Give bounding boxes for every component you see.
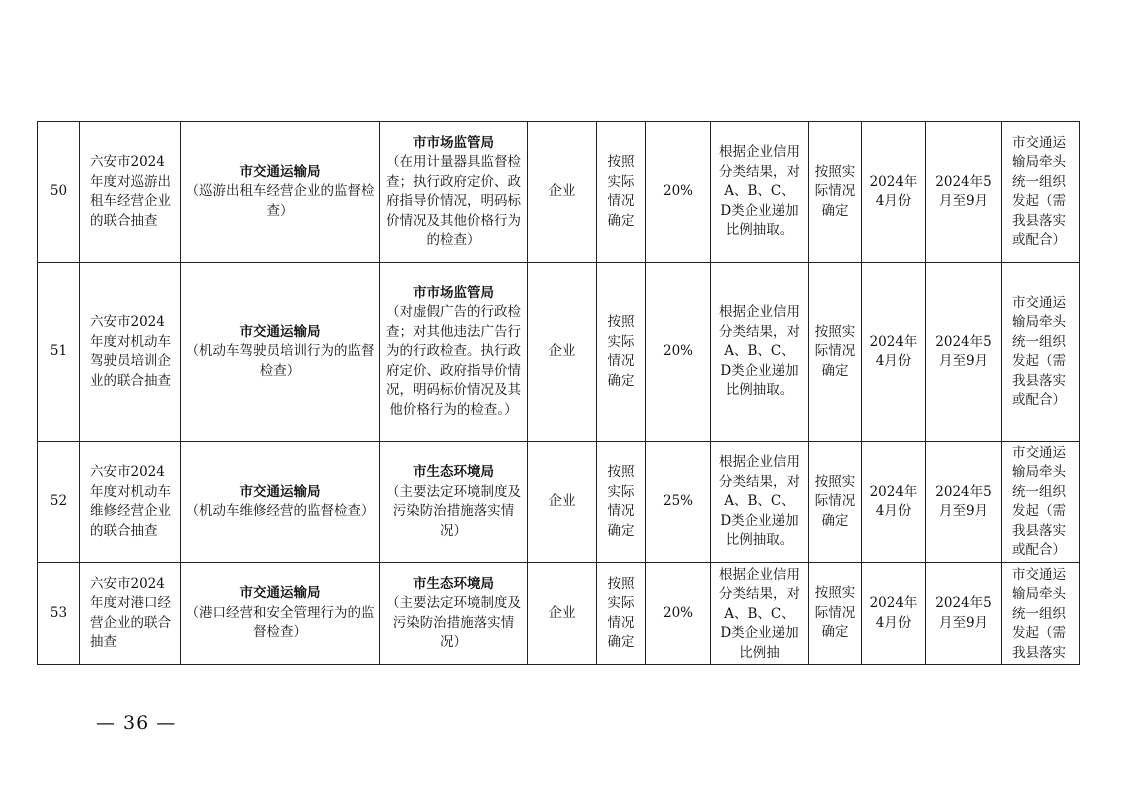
sampling-method-cell bbox=[711, 122, 809, 263]
initiator: 市交通运输局牵头统一组织发起（需我县落实或配合） bbox=[1012, 134, 1066, 248]
start-time: 2024年4月份 bbox=[869, 333, 918, 369]
cooperating-department-cell bbox=[380, 122, 528, 263]
table-body bbox=[38, 122, 1080, 665]
completion-period: 2024年5月至9月 bbox=[935, 483, 992, 519]
completion-period-cell bbox=[926, 263, 1002, 442]
inspection-object: 企业 bbox=[548, 493, 576, 510]
inspection-times-cell bbox=[809, 442, 862, 563]
cooperating-department-cell bbox=[380, 442, 528, 563]
sampling-method-cell bbox=[711, 563, 809, 665]
lead-dept-name: 市交通运输局 bbox=[239, 163, 321, 180]
table-row bbox=[38, 263, 1080, 442]
sample-ratio: 20% bbox=[662, 343, 693, 360]
sampling-method: 根据企业信用分类结果，对A、B、C、D类企业递加比例抽取。 bbox=[719, 454, 800, 549]
lead-dept-name: 市交通运输局 bbox=[239, 483, 321, 500]
row-number: 50 bbox=[49, 183, 68, 200]
row-number: 53 bbox=[49, 604, 68, 621]
lead-dept-scope: （巡游出租车经营企业的监督检查） bbox=[185, 183, 375, 219]
sample-count-cell bbox=[597, 442, 646, 563]
row-number: 52 bbox=[49, 493, 68, 510]
sample-ratio-cell bbox=[646, 442, 711, 563]
sample-ratio-cell bbox=[646, 122, 711, 263]
lead-department-cell bbox=[181, 442, 380, 563]
start-time: 2024年4月份 bbox=[869, 173, 918, 209]
start-time: 2024年4月份 bbox=[869, 595, 918, 631]
task-name-cell bbox=[80, 563, 181, 665]
inspection-times: 按照实际情况确定 bbox=[814, 323, 856, 379]
coop-dept-name: 市生态环境局 bbox=[413, 575, 494, 592]
inspection-object-cell bbox=[528, 563, 597, 665]
coop-dept-name: 市市场监管局 bbox=[413, 284, 494, 301]
task-name: 六安市2024年度对机动车驾驶员培训企业的联合抽查 bbox=[90, 314, 171, 389]
page-number: — 36 — bbox=[96, 712, 177, 734]
inspection-table bbox=[37, 121, 1080, 665]
sample-ratio: 25% bbox=[662, 493, 693, 510]
initiator-cell bbox=[1002, 442, 1080, 563]
coop-dept-scope: （对虚假广告的行政检查；对其他违法广告行为的行政检查。执行政府定价、政府指导价情况，明码标价情况及其他价格行为的检查。） bbox=[386, 304, 521, 418]
sample-count: 按照实际情况确定 bbox=[607, 575, 635, 650]
row-number-cell bbox=[38, 563, 80, 665]
completion-period-cell bbox=[926, 442, 1002, 563]
sampling-method-cell bbox=[711, 442, 809, 563]
sample-ratio-cell bbox=[646, 263, 711, 442]
initiator: 市交通运输局牵头统一组织发起（需我县落实或配合） bbox=[1012, 444, 1066, 558]
start-time-cell bbox=[862, 442, 926, 563]
task-name-cell bbox=[80, 122, 181, 263]
coop-dept-scope: （主要法定环境制度及污染防治措施落实情况） bbox=[386, 483, 521, 539]
inspection-times: 按照实际情况确定 bbox=[814, 473, 856, 529]
task-name: 六安市2024年度对巡游出租车经营企业的联合抽查 bbox=[90, 154, 171, 229]
sample-count: 按照实际情况确定 bbox=[607, 464, 635, 539]
completion-period-cell bbox=[926, 122, 1002, 263]
completion-period: 2024年5月至9月 bbox=[935, 173, 992, 209]
lead-department-cell bbox=[181, 263, 380, 442]
lead-dept-name: 市交通运输局 bbox=[239, 323, 321, 340]
sample-count-cell bbox=[597, 563, 646, 665]
inspection-times-cell bbox=[809, 263, 862, 442]
inspection-times: 按照实际情况确定 bbox=[814, 163, 856, 219]
coop-dept-scope: （在用计量器具监督检查；执行政府定价、政府指导价情况，明码标价情况及其他价格行为的检查） bbox=[386, 154, 521, 248]
row-number-cell bbox=[38, 442, 80, 563]
table-row bbox=[38, 122, 1080, 263]
initiator-cell bbox=[1002, 263, 1080, 442]
table-row bbox=[38, 563, 1080, 665]
inspection-object: 企业 bbox=[548, 183, 576, 200]
sample-ratio-cell bbox=[646, 563, 711, 665]
inspection-object: 企业 bbox=[548, 343, 576, 360]
inspection-times-cell bbox=[809, 563, 862, 665]
inspection-times: 按照实际情况确定 bbox=[814, 585, 856, 641]
sample-ratio: 20% bbox=[662, 604, 693, 621]
task-name: 六安市2024年度对机动车维修经营企业的联合抽查 bbox=[90, 464, 171, 539]
start-time-cell bbox=[862, 563, 926, 665]
row-number: 51 bbox=[49, 343, 68, 360]
completion-period-cell bbox=[926, 563, 1002, 665]
lead-department-cell bbox=[181, 563, 380, 665]
sampling-method: 根据企业信用分类结果，对A、B、C、D类企业递加比例抽取。 bbox=[719, 144, 800, 239]
lead-dept-scope: （港口经营和安全管理行为的监督检查） bbox=[185, 604, 375, 641]
sample-ratio: 20% bbox=[662, 183, 693, 200]
inspection-object: 企业 bbox=[548, 604, 576, 621]
initiator: 市交通运输局牵头统一组织发起（需我县落实 bbox=[1012, 566, 1066, 661]
table-row bbox=[38, 442, 1080, 563]
sampling-method: 根据企业信用分类结果，对A、B、C、D类企业递加比例抽 bbox=[719, 566, 800, 661]
initiator-cell bbox=[1002, 122, 1080, 263]
lead-dept-scope: （机动车驾驶员培训行为的监督检查） bbox=[185, 343, 375, 379]
cooperating-department-cell bbox=[380, 263, 528, 442]
task-name-cell bbox=[80, 442, 181, 563]
task-name: 六安市2024年度对港口经营企业的联合抽查 bbox=[90, 575, 171, 650]
start-time-cell bbox=[862, 122, 926, 263]
row-number-cell bbox=[38, 263, 80, 442]
start-time-cell bbox=[862, 263, 926, 442]
sample-count: 按照实际情况确定 bbox=[607, 314, 635, 389]
task-name-cell bbox=[80, 263, 181, 442]
inspection-object-cell bbox=[528, 122, 597, 263]
cooperating-department-cell bbox=[380, 563, 528, 665]
initiator-cell bbox=[1002, 563, 1080, 665]
sampling-method: 根据企业信用分类结果，对A、B、C、D类企业递加比例抽取。 bbox=[719, 304, 800, 399]
sample-count: 按照实际情况确定 bbox=[607, 154, 635, 229]
coop-dept-name: 市市场监管局 bbox=[413, 134, 494, 151]
row-number-cell bbox=[38, 122, 80, 263]
inspection-times-cell bbox=[809, 122, 862, 263]
start-time: 2024年4月份 bbox=[869, 483, 918, 519]
lead-department-cell bbox=[181, 122, 380, 263]
inspection-object-cell bbox=[528, 263, 597, 442]
sampling-method-cell bbox=[711, 263, 809, 442]
lead-dept-scope: （机动车维修经营的监督检查） bbox=[185, 503, 375, 519]
lead-dept-name: 市交通运输局 bbox=[239, 585, 321, 602]
inspection-object-cell bbox=[528, 442, 597, 563]
sample-count-cell bbox=[597, 122, 646, 263]
sample-count-cell bbox=[597, 263, 646, 442]
coop-dept-name: 市生态环境局 bbox=[413, 464, 494, 480]
coop-dept-scope: （主要法定环境制度及污染防治措施落实情况） bbox=[386, 595, 521, 650]
completion-period: 2024年5月至9月 bbox=[935, 595, 992, 631]
completion-period: 2024年5月至9月 bbox=[935, 333, 992, 369]
initiator: 市交通运输局牵头统一组织发起（需我县落实或配合） bbox=[1012, 294, 1066, 408]
